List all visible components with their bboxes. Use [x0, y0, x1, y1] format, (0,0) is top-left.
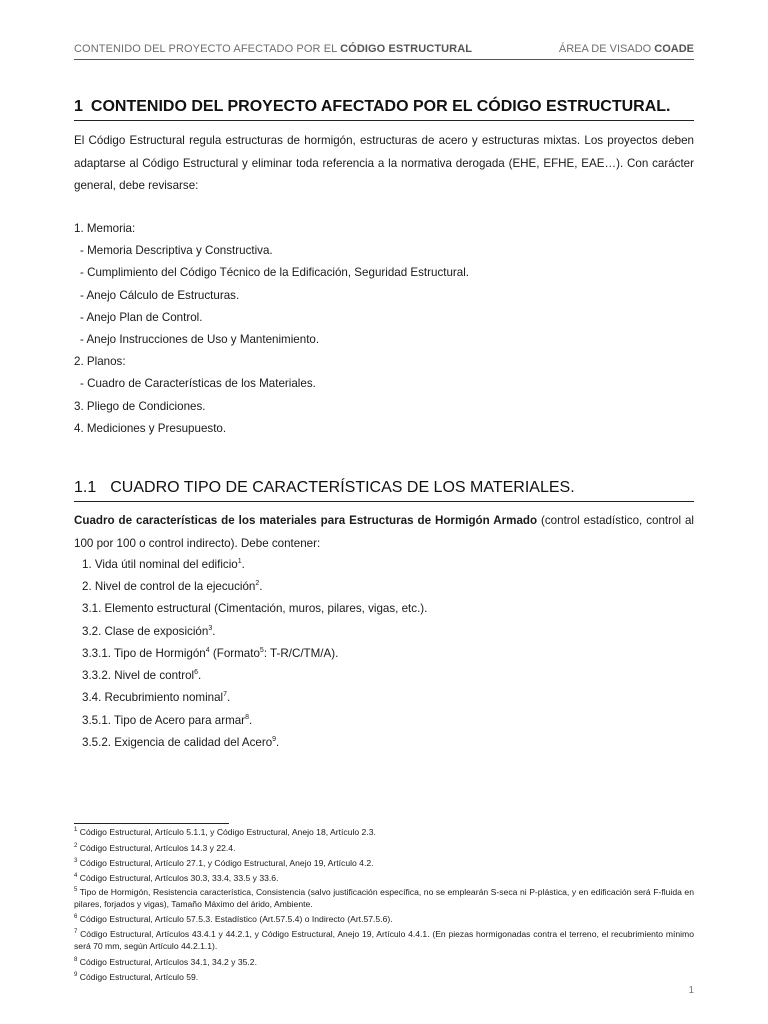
list-item: 1. Memoria: — [74, 222, 136, 235]
list-item: 4. Mediciones y Presupuesto. — [74, 422, 227, 435]
list-item-text: 3.3.1. Tipo de Hormigón — [82, 647, 206, 660]
list-item-text: 3.3.2. Nivel de control — [82, 669, 195, 682]
list-item: 3. Pliego de Condiciones. — [74, 400, 206, 413]
footnote — [74, 929, 694, 952]
header-left — [74, 43, 472, 55]
footnote-ref: 9 — [272, 736, 277, 744]
footnote-ref: 1 — [237, 558, 242, 566]
section-1-1-intro-rest: (control estadístico, control al 100 por 100 o control indirecto). Debe contener: — [74, 514, 694, 550]
section-1-number: 1 — [74, 98, 83, 115]
footnote-text: Código Estructural, Artículo 59. — [77, 972, 199, 982]
footnote-text: Código Estructural, Artículo 5.1.1, y Código Estructural, Anejo 18, Artículo 2.3. — [77, 827, 376, 837]
list-item-tail: . — [248, 714, 253, 727]
footnote — [74, 873, 694, 885]
list-item — [82, 647, 338, 660]
list-item-tail: . — [198, 669, 202, 682]
footnote-text: Código Estructural, Artículos 43.4.1 y 44.2.1, y Código Estructural, Anejo 19, Artículo 4.4.1. (En piezas hormigonadas contra el terreno, el recubrimiento mínimo será 70 mm, según Artículo 44.2.1.1). — [74, 929, 694, 951]
page-header — [74, 41, 694, 60]
list-item: 2. Planos: — [74, 355, 126, 368]
footnote-separator — [74, 823, 229, 824]
section-1-1-intro — [74, 510, 694, 555]
footnote-number: 1 — [74, 827, 78, 834]
list-item-text: 3.4. Recubrimiento nominal — [82, 691, 224, 704]
header-right-bold: COADE — [654, 43, 694, 55]
footnote-ref: 3 — [208, 625, 213, 633]
footnote-text: Código Estructural, Artículos 14.3 y 22.4. — [77, 843, 236, 853]
list-item — [82, 580, 263, 593]
list-item: - Anejo Cálculo de Estructuras. — [80, 289, 240, 302]
header-right — [559, 43, 694, 55]
footnote-text: Código Estructural, Artículos 34.1, 34.2 y 35.2. — [77, 957, 257, 967]
header-left-bold: CÓDIGO ESTRUCTURAL — [340, 43, 473, 55]
list-item — [82, 691, 230, 704]
footnote — [74, 843, 694, 855]
header-right-prefix: ÁREA DE VISADO — [558, 43, 655, 55]
footnote-ref: 5 — [259, 647, 264, 655]
list-item-tail: (Formato — [209, 647, 260, 660]
footnote-ref: 2 — [255, 580, 260, 588]
list-item: - Memoria Descriptiva y Constructiva. — [80, 244, 273, 257]
document-page — [74, 0, 694, 1024]
footnote — [74, 887, 694, 910]
list-item-tail: : T-R/C/TM/A). — [263, 647, 339, 660]
footnote-number: 7 — [74, 929, 78, 936]
list-item-text: 3.5.2. Exigencia de calidad del Acero — [82, 736, 273, 749]
footnote-ref: 7 — [223, 691, 228, 699]
footnote-number: 6 — [74, 914, 78, 921]
footnote-number: 9 — [74, 972, 78, 979]
footnote-text: Código Estructural, Artículos 30.3, 33.4, 33.5 y 33.6. — [77, 873, 279, 883]
list-item — [82, 736, 279, 749]
list-item-tail: . — [276, 736, 280, 749]
footnote — [74, 827, 694, 839]
footnote — [74, 972, 694, 984]
list-item — [82, 714, 252, 727]
list-item — [82, 669, 201, 682]
footnote-number: 2 — [74, 843, 78, 850]
list-item: - Anejo Instrucciones de Uso y Mantenimiento. — [80, 333, 320, 346]
list-item: - Cumplimiento del Código Técnico de la Edificación, Seguridad Estructural. — [80, 266, 470, 279]
footnote-text: Código Estructural, Artículo 57.5.3. Estadístico (Art.57.5.4) o Indirecto (Art.57.5.6). — [77, 914, 393, 924]
footnote-number: 8 — [74, 957, 78, 964]
section-1-title: CONTENIDO DEL PROYECTO AFECTADO POR EL CÓDIGO ESTRUCTURAL. — [90, 98, 671, 115]
footnote — [74, 858, 694, 870]
section-1-heading — [74, 98, 694, 121]
list-item-tail: . — [212, 625, 216, 638]
footnote-ref: 4 — [205, 647, 210, 655]
page-number: 1 — [688, 985, 694, 996]
footnote — [74, 957, 694, 969]
list-item: - Cuadro de Características de los Materiales. — [80, 377, 316, 390]
footnote-text: Código Estructural, Artículo 27.1, y Código Estructural, Anejo 19, Artículo 4.2. — [77, 858, 374, 868]
list-item-text: 3.2. Clase de exposición — [82, 625, 209, 638]
header-left-prefix: CONTENIDO DEL PROYECTO AFECTADO POR EL — [74, 43, 341, 55]
footnote-number: 3 — [74, 858, 78, 865]
list-item — [82, 625, 215, 638]
list-item-tail: . — [241, 558, 245, 571]
section-1-1-heading — [74, 479, 694, 502]
footnote-number: 4 — [74, 873, 78, 880]
list-item-tail: . — [227, 691, 231, 704]
list-item — [82, 558, 245, 571]
list-item-tail: . — [259, 580, 263, 593]
footnote — [74, 914, 694, 926]
list-item-text: 2. Nivel de control de la ejecución — [82, 580, 256, 593]
list-item-text: 3.1. Elemento estructural (Cimentación, muros, pilares, vigas, etc.). — [82, 602, 428, 615]
list-item: - Anejo Plan de Control. — [80, 311, 203, 324]
footnote-number: 5 — [74, 887, 78, 894]
section-1-1-title: CUADRO TIPO DE CARACTERÍSTICAS DE LOS MATERIALES. — [110, 479, 575, 496]
section-1-intro: El Código Estructural regula estructuras de hormigón, estructuras de acero y estructuras mixtas. Los proyectos deben adaptarse al Código Estructural y eliminar toda referencia a la normativa derogada (EHE, EFHE, EAE…). Con carácter general, debe revisarse: — [74, 134, 694, 192]
list-item-text: 3.5.1. Tipo de Acero para armar — [82, 714, 246, 727]
footnote-text: Tipo de Hormigón, Resistencia característica, Consistencia (salvo justificación específica, no se emplearán S-seca ni P-plástica, y en edificación será F-fluida en pilares, forjados y vigas), Tamaño Máximo del árido, Ambiente. — [74, 887, 694, 909]
footnote-ref: 8 — [245, 714, 249, 722]
list-item — [82, 602, 427, 615]
list-item-text: 1. Vida útil nominal del edificio — [82, 558, 238, 571]
section-1-1-number: 1.1 — [74, 479, 97, 496]
section-1-1-intro-bold: Cuadro de características de los materiales para Estructuras de Hormigón Armado — [74, 514, 538, 527]
footnote-ref: 6 — [194, 669, 199, 677]
